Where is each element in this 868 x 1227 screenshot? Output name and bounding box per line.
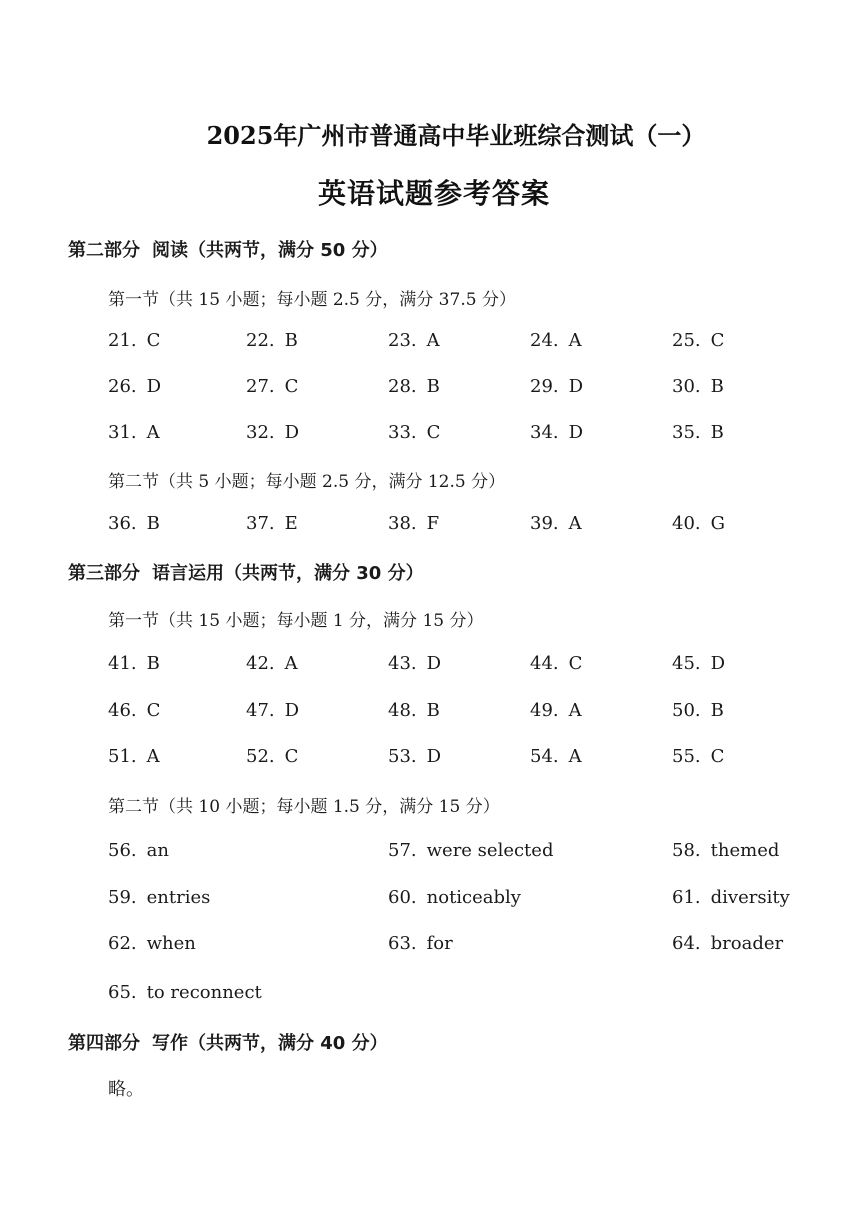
- answer-item: [108, 422, 160, 443]
- question-number: 61.: [672, 887, 701, 908]
- part3-section2-heading: 第二节（共 10 小题；每小题 1.5 分，满分 15 分）: [108, 797, 500, 817]
- part3-title: 语言运用（共两节，满分 30 分）: [152, 563, 424, 584]
- question-number: 60.: [388, 887, 417, 908]
- answer-item: [246, 376, 298, 397]
- answer-item: [246, 330, 298, 351]
- question-number: 63.: [388, 933, 417, 954]
- question-number: 43.: [388, 653, 417, 674]
- question-number: 56.: [108, 840, 137, 861]
- question-number: 36.: [108, 513, 137, 534]
- answer-item: [530, 376, 583, 397]
- answer-value: D: [426, 746, 442, 767]
- question-number: 34.: [530, 422, 559, 443]
- part4-name: 第四部分: [68, 1033, 140, 1054]
- answer-item: [388, 700, 440, 721]
- answer-value: F: [426, 513, 440, 534]
- answer-item: [388, 746, 441, 767]
- question-number: 33.: [388, 422, 417, 443]
- answer-item: [246, 700, 299, 721]
- answer-value: noticeably: [426, 887, 521, 908]
- answer-value: C: [146, 700, 161, 721]
- question-number: 28.: [388, 376, 417, 397]
- question-number: 44.: [530, 653, 559, 674]
- answer-item: [388, 887, 521, 908]
- answer-value: C: [146, 330, 161, 351]
- question-number: 41.: [108, 653, 137, 674]
- answer-value: A: [146, 746, 160, 767]
- answer-value: B: [426, 700, 440, 721]
- answer-value: D: [284, 422, 300, 443]
- answer-item: [246, 746, 298, 767]
- part4-body: 略。: [108, 1079, 144, 1100]
- answer-item: [246, 422, 299, 443]
- answer-value: diversity: [710, 887, 790, 908]
- question-number: 22.: [246, 330, 275, 351]
- answer-item: [672, 887, 790, 908]
- question-number: 21.: [108, 330, 137, 351]
- question-number: 57.: [388, 840, 417, 861]
- answer-item: [672, 422, 724, 443]
- answer-value: C: [568, 653, 583, 674]
- answer-value: were selected: [426, 840, 554, 861]
- answer-item: [672, 933, 783, 954]
- answer-item: [530, 700, 582, 721]
- answer-value: C: [710, 330, 725, 351]
- question-number: 38.: [388, 513, 417, 534]
- answer-item: [108, 653, 160, 674]
- answer-value: themed: [710, 840, 780, 861]
- answer-value: A: [284, 653, 298, 674]
- answer-value: C: [284, 376, 299, 397]
- part4-title: 写作（共两节，满分 40 分）: [152, 1033, 388, 1054]
- answer-value: D: [146, 376, 162, 397]
- question-number: 39.: [530, 513, 559, 534]
- part3-name: 第三部分: [68, 563, 140, 584]
- answer-value: D: [568, 376, 584, 397]
- question-number: 23.: [388, 330, 417, 351]
- answer-item: [672, 746, 724, 767]
- part3-section1-heading: 第一节（共 15 小题；每小题 1 分，满分 15 分）: [108, 611, 484, 631]
- answer-item: [672, 330, 724, 351]
- answer-item: [388, 376, 440, 397]
- part2-heading: [68, 236, 388, 262]
- answer-value: B: [426, 376, 440, 397]
- answer-value: A: [568, 330, 582, 351]
- question-number: 35.: [672, 422, 701, 443]
- question-number: 48.: [388, 700, 417, 721]
- part3-heading: [68, 559, 424, 585]
- answer-value: B: [146, 653, 160, 674]
- answer-value: entries: [146, 887, 211, 908]
- question-number: 58.: [672, 840, 701, 861]
- answer-value: C: [710, 746, 725, 767]
- answer-value: B: [710, 700, 724, 721]
- question-number: 31.: [108, 422, 137, 443]
- answer-item: [108, 933, 196, 954]
- answer-item: [672, 376, 724, 397]
- part2-name: 第二部分: [68, 240, 140, 261]
- answer-value: B: [710, 376, 724, 397]
- question-number: 50.: [672, 700, 701, 721]
- answer-value: C: [284, 746, 299, 767]
- answer-value: an: [146, 840, 169, 861]
- answer-value: broader: [710, 933, 784, 954]
- answer-value: E: [284, 513, 298, 534]
- question-number: 65.: [108, 982, 137, 1003]
- part2-title: 阅读（共两节，满分 50 分）: [152, 240, 388, 261]
- answer-value: A: [568, 700, 582, 721]
- answer-item: [246, 513, 298, 534]
- answer-value: D: [710, 653, 726, 674]
- question-number: 55.: [672, 746, 701, 767]
- answer-item: [530, 513, 582, 534]
- answer-item: [388, 330, 440, 351]
- answer-value: D: [426, 653, 442, 674]
- question-number: 62.: [108, 933, 137, 954]
- answer-item: [530, 746, 582, 767]
- answer-item: [108, 513, 160, 534]
- part2-section1-heading: 第一节（共 15 小题；每小题 2.5 分，满分 37.5 分）: [108, 290, 516, 310]
- answer-item: [108, 330, 160, 351]
- answer-value: to reconnect: [146, 982, 262, 1003]
- question-number: 24.: [530, 330, 559, 351]
- answer-item: [672, 700, 724, 721]
- answer-item: [108, 700, 160, 721]
- answer-item: [388, 840, 553, 861]
- question-number: 32.: [246, 422, 275, 443]
- question-number: 46.: [108, 700, 137, 721]
- answer-value: B: [710, 422, 724, 443]
- question-number: 51.: [108, 746, 137, 767]
- answer-item: [388, 513, 439, 534]
- answer-item: [108, 840, 169, 861]
- answer-value: D: [568, 422, 584, 443]
- question-number: 54.: [530, 746, 559, 767]
- answer-value: when: [146, 933, 196, 954]
- answer-item: [246, 653, 298, 674]
- answer-item: [108, 746, 160, 767]
- question-number: 29.: [530, 376, 559, 397]
- answer-item: [530, 653, 582, 674]
- exam-title: 2025年广州市普通高中毕业班综合测试（一）: [206, 121, 706, 150]
- answer-value: C: [426, 422, 441, 443]
- question-number: 52.: [246, 746, 275, 767]
- question-number: 49.: [530, 700, 559, 721]
- question-number: 40.: [672, 513, 701, 534]
- answer-item: [388, 933, 453, 954]
- answer-value: A: [568, 513, 582, 534]
- answer-item: [672, 513, 725, 534]
- answer-value: B: [284, 330, 298, 351]
- question-number: 37.: [246, 513, 275, 534]
- answer-item: [672, 653, 725, 674]
- answer-item: [388, 653, 441, 674]
- answer-item: [530, 422, 583, 443]
- part4-heading: [68, 1029, 388, 1055]
- answer-item: [108, 887, 210, 908]
- answer-value: D: [284, 700, 300, 721]
- question-number: 27.: [246, 376, 275, 397]
- answer-value: G: [710, 513, 726, 534]
- answer-key-title: 英语试题参考答案: [317, 177, 550, 210]
- question-number: 25.: [672, 330, 701, 351]
- answer-item: [388, 422, 440, 443]
- answer-value: B: [146, 513, 160, 534]
- part2-section2-heading: 第二节（共 5 小题；每小题 2.5 分，满分 12.5 分）: [108, 472, 506, 492]
- answer-value: for: [426, 933, 453, 954]
- answer-item: [672, 840, 779, 861]
- question-number: 30.: [672, 376, 701, 397]
- answer-item: [530, 330, 582, 351]
- question-number: 47.: [246, 700, 275, 721]
- answer-value: A: [426, 330, 440, 351]
- question-number: 42.: [246, 653, 275, 674]
- question-number: 53.: [388, 746, 417, 767]
- answer-item: [108, 982, 262, 1003]
- answer-value: A: [146, 422, 160, 443]
- question-number: 26.: [108, 376, 137, 397]
- question-number: 45.: [672, 653, 701, 674]
- question-number: 64.: [672, 933, 701, 954]
- question-number: 59.: [108, 887, 137, 908]
- answer-item: [108, 376, 161, 397]
- answer-value: A: [568, 746, 582, 767]
